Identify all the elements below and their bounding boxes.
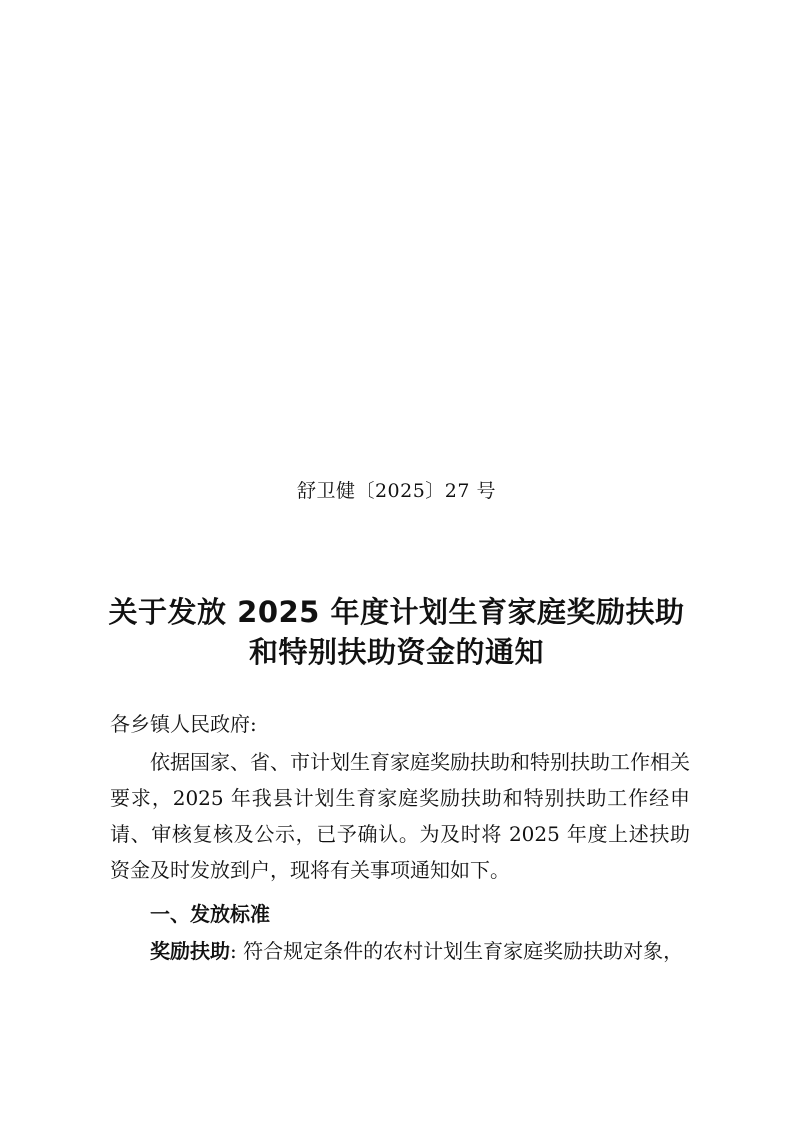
- section-heading: 一、发放标准: [150, 902, 270, 926]
- document-title-line-2: 和特别扶助资金的通知: [248, 635, 544, 669]
- salutation: 各乡镇人民政府:: [110, 712, 257, 736]
- body-paragraph: 依据国家、省、市计划生育家庭奖励扶助和特别扶助工作相关要求，2025 年我县计划生育家庭奖励扶助和特别扶助工作经申请、审核复核及公示，已予确认。为及时将 2025 年度上述扶助资金及时发放到户，现将有关事项通知如下。: [110, 750, 690, 882]
- document-title-line-1: 关于发放 2025 年度计划生育家庭奖励扶助: [108, 595, 685, 629]
- reward-label: 奖励扶助: [150, 939, 230, 963]
- reward-text: : 符合规定条件的农村计划生育家庭奖励扶助对象，: [230, 939, 684, 963]
- reward-paragraph: [150, 935, 683, 964]
- document-number: 舒卫健〔2025〕27 号: [296, 480, 497, 502]
